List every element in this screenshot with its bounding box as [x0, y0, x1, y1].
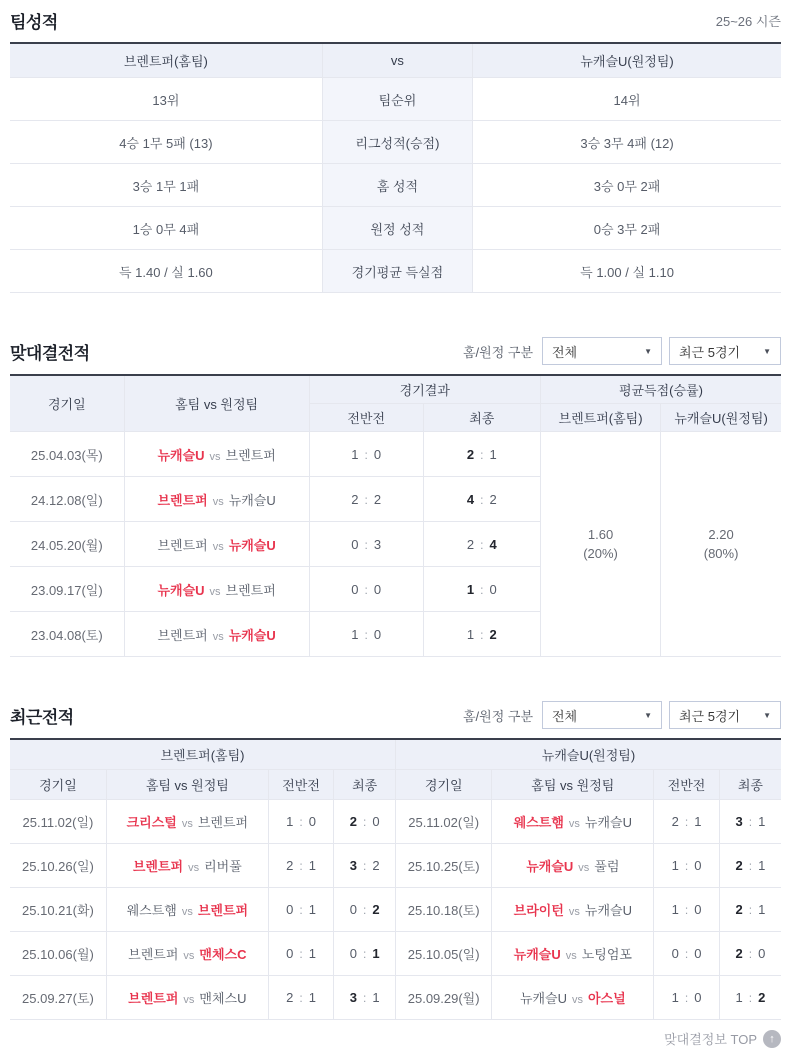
- home-league-record: 4승 1무 5패 (13): [10, 121, 322, 164]
- half-score: 0 : 1: [268, 932, 334, 976]
- away-rank: 14위: [473, 78, 781, 121]
- match-teams: [124, 612, 309, 657]
- stat-row-home: [10, 164, 781, 207]
- final-score: 2 : 1: [719, 888, 781, 932]
- back-to-top-link[interactable]: [10, 1029, 781, 1048]
- away-away-record: 0승 3무 2패: [473, 207, 781, 250]
- home-away-filter-select[interactable]: [542, 337, 662, 365]
- half-score: 1 : 0: [654, 888, 720, 932]
- match-teams: [124, 432, 309, 477]
- home-team-name: 브렌트퍼: [157, 492, 208, 508]
- vs-label: vs: [209, 585, 221, 598]
- match-teams: [492, 888, 654, 932]
- final-score: 3 : 1: [334, 976, 396, 1020]
- away-team-name: 리버풀: [204, 859, 242, 874]
- match-date: 25.10.26(일): [10, 844, 106, 888]
- final-score: 1 : 2: [719, 976, 781, 1020]
- home-team-name: 웨스트햄: [513, 815, 564, 830]
- away-team-name: 브렌트퍼: [197, 903, 249, 918]
- match-date: 23.09.17(일): [10, 567, 124, 612]
- away-team-name: 뉴캐슬U: [584, 903, 632, 918]
- half-score: 1 : 0: [309, 432, 423, 477]
- match-teams: [106, 932, 268, 976]
- arrow-up-icon: ↑: [763, 1030, 781, 1048]
- home-team-name: 크리스털: [126, 815, 177, 830]
- stat-label: 리그성적(승점): [322, 121, 472, 164]
- away-team-name: 맨체스U: [199, 991, 247, 1006]
- recent-row: [10, 800, 781, 844]
- final-score: 4 : 2: [423, 477, 540, 522]
- h2h-row: [10, 432, 781, 477]
- away-team-name: 뉴캐슬U: [228, 492, 276, 508]
- half-score: 1 : 0: [654, 844, 720, 888]
- home-team-name: 뉴캐슬U: [526, 859, 574, 874]
- match-date: 23.04.08(토): [10, 612, 124, 657]
- avg-score-home: 1.60 (20%): [540, 432, 660, 657]
- stat-label: 원정 성적: [322, 207, 472, 250]
- stat-row-league: [10, 121, 781, 164]
- match-date: 24.12.08(일): [10, 477, 124, 522]
- final-score: 2 : 4: [423, 522, 540, 567]
- match-teams: [492, 800, 654, 844]
- final-score: 1 : 0: [423, 567, 540, 612]
- away-goal-avg: 득 1.00 / 실 1.10: [473, 250, 781, 293]
- final-score: 2 : 0: [719, 932, 781, 976]
- col-match: 홈팀 vs 원정팀: [492, 770, 654, 800]
- head-to-head-section: [10, 337, 781, 657]
- away-home-record: 3승 0무 2패: [473, 164, 781, 207]
- home-team-name: 브라이턴: [513, 903, 564, 918]
- away-team-name: 아스널: [588, 991, 626, 1006]
- col-match: 홈팀 vs 원정팀: [106, 770, 268, 800]
- half-score: 2 : 1: [268, 976, 334, 1020]
- half-score: 0 : 0: [309, 567, 423, 612]
- final-score: 1 : 2: [423, 612, 540, 657]
- match-teams: [106, 800, 268, 844]
- vs-label: vs: [572, 994, 583, 1006]
- away-team-name: 맨체스C: [199, 947, 247, 962]
- recent-row: [10, 888, 781, 932]
- vs-label: vs: [188, 862, 200, 874]
- home-away-record: 1승 0무 4패: [10, 207, 322, 250]
- group-header-away: 뉴캐슬U(원정팀): [395, 739, 781, 770]
- recent-results-title: 최근전적: [10, 707, 74, 727]
- vs-label: vs: [578, 862, 590, 874]
- vs-label: vs: [212, 540, 224, 553]
- match-date: 25.09.29(월): [395, 976, 491, 1020]
- recent-results-table: [10, 738, 781, 1020]
- away-team-name: 뉴캐슬U: [584, 815, 632, 830]
- recent-games-filter-select[interactable]: [669, 337, 781, 365]
- half-score: 1 : 0: [654, 976, 720, 1020]
- home-away-filter-select[interactable]: [542, 701, 662, 729]
- match-teams: [124, 477, 309, 522]
- selected-scope: 전체: [552, 344, 578, 360]
- match-teams: [492, 932, 654, 976]
- away-league-record: 3승 3무 4패 (12): [473, 121, 781, 164]
- match-date: 25.11.02(일): [10, 800, 106, 844]
- match-teams: [124, 567, 309, 612]
- selected-range: 최근 5경기: [679, 344, 741, 360]
- vs-label: vs: [209, 450, 221, 463]
- col-match: 홈팀 vs 원정팀: [124, 375, 309, 432]
- filter-label: 홈/원정 구분: [462, 344, 533, 360]
- home-team-name: 브렌트퍼: [157, 627, 208, 643]
- match-date: 25.10.05(일): [395, 932, 491, 976]
- team-stats-title: 팀성적: [10, 13, 58, 32]
- match-date: 25.10.06(월): [10, 932, 106, 976]
- home-team-name: 브렌트퍼: [132, 859, 184, 874]
- half-score: 1 : 0: [309, 612, 423, 657]
- away-team-name: 브렌트퍼: [197, 815, 249, 830]
- away-team-name: 풀럼: [594, 859, 620, 874]
- vs-label: vs: [565, 950, 577, 962]
- vs-label: vs: [212, 630, 224, 643]
- final-score: 0 : 2: [334, 888, 396, 932]
- col-date: 경기일: [10, 375, 124, 432]
- recent-games-filter-select[interactable]: [669, 701, 781, 729]
- home-team-name: 브렌트퍼: [157, 537, 208, 553]
- away-team-name: 노팅엄포: [581, 947, 632, 962]
- head-to-head-filters: [463, 337, 781, 365]
- col-avg-away: 뉴캐슬U(원정팀): [661, 404, 781, 432]
- away-team-header: 뉴캐슬U(원정팀): [473, 43, 781, 78]
- chevron-down-icon: ▼: [644, 710, 652, 720]
- match-date: 25.11.02(일): [395, 800, 491, 844]
- home-team-name: 브렌트퍼: [128, 991, 179, 1006]
- stat-row-goals: [10, 250, 781, 293]
- match-date: 24.05.20(월): [10, 522, 124, 567]
- recent-results-section: [10, 701, 781, 1020]
- col-date: 경기일: [395, 770, 491, 800]
- chevron-down-icon: ▼: [644, 346, 652, 356]
- recent-results-filters: [463, 701, 781, 729]
- team-stats-table: [10, 42, 781, 293]
- home-goal-avg: 득 1.40 / 실 1.60: [10, 250, 322, 293]
- back-to-top-label: 맞대결정보 TOP: [664, 1032, 757, 1047]
- away-team-name: 뉴캐슬U: [228, 537, 276, 553]
- half-score: 2 : 1: [654, 800, 720, 844]
- vs-label: vs: [183, 950, 195, 962]
- match-teams: [492, 976, 654, 1020]
- home-team-name: 뉴캐슬U: [513, 947, 561, 962]
- away-team-name: 브렌트퍼: [225, 447, 276, 463]
- match-teams: [492, 844, 654, 888]
- chevron-down-icon: ▼: [763, 710, 771, 720]
- match-date: 25.10.18(토): [395, 888, 491, 932]
- half-score: 2 : 2: [309, 477, 423, 522]
- col-avg-group: 평균득점(승률): [540, 375, 781, 404]
- col-half: 전반전: [654, 770, 720, 800]
- stat-label: 경기평균 득실점: [322, 250, 472, 293]
- col-final: 최종: [719, 770, 781, 800]
- match-teams: [106, 888, 268, 932]
- home-team-name: 웨스트햄: [126, 903, 177, 918]
- final-score: 2 : 1: [423, 432, 540, 477]
- selected-scope: 전체: [552, 708, 578, 724]
- chevron-down-icon: ▼: [763, 346, 771, 356]
- team-stats-section: [10, 8, 781, 293]
- half-score: 0 : 3: [309, 522, 423, 567]
- home-team-name: 브렌트퍼: [128, 947, 179, 962]
- match-teams: [124, 522, 309, 567]
- selected-range: 최근 5경기: [679, 708, 741, 724]
- head-to-head-title: 맞대결전적: [10, 343, 90, 363]
- group-header-home: 브렌트퍼(홈팀): [10, 739, 395, 770]
- avg-score-away: 2.20 (80%): [661, 432, 781, 657]
- final-score: 0 : 1: [334, 932, 396, 976]
- col-final: 최종: [423, 404, 540, 432]
- recent-row: [10, 976, 781, 1020]
- stat-row-away: [10, 207, 781, 250]
- vs-label: vs: [568, 818, 580, 830]
- col-avg-home: 브렌트퍼(홈팀): [540, 404, 660, 432]
- match-date: 25.10.21(화): [10, 888, 106, 932]
- vs-label: vs: [568, 906, 580, 918]
- recent-row: [10, 844, 781, 888]
- final-score: 3 : 1: [719, 800, 781, 844]
- stat-label: 홈 성적: [322, 164, 472, 207]
- col-final: 최종: [334, 770, 396, 800]
- match-teams: [106, 844, 268, 888]
- final-score: 3 : 2: [334, 844, 396, 888]
- match-date: 25.09.27(토): [10, 976, 106, 1020]
- home-rank: 13위: [10, 78, 322, 121]
- half-score: 2 : 1: [268, 844, 334, 888]
- filter-label: 홈/원정 구분: [462, 708, 533, 724]
- col-half: 전반전: [309, 404, 423, 432]
- home-team-name: 뉴캐슬U: [157, 582, 205, 598]
- match-date: 25.04.03(목): [10, 432, 124, 477]
- half-score: 0 : 0: [654, 932, 720, 976]
- vs-header: vs: [322, 43, 472, 78]
- recent-row: [10, 932, 781, 976]
- head-to-head-table: [10, 374, 781, 657]
- final-score: 2 : 0: [334, 800, 396, 844]
- vs-label: vs: [183, 994, 195, 1006]
- half-score: 1 : 0: [268, 800, 334, 844]
- home-team-header: 브렌트퍼(홈팀): [10, 43, 322, 78]
- away-team-name: 브렌트퍼: [225, 582, 276, 598]
- col-half: 전반전: [268, 770, 334, 800]
- match-date: 25.10.25(토): [395, 844, 491, 888]
- half-score: 0 : 1: [268, 888, 334, 932]
- away-team-name: 뉴캐슬U: [228, 627, 276, 643]
- vs-label: vs: [181, 818, 193, 830]
- home-team-name: 뉴캐슬U: [157, 447, 205, 463]
- vs-label: vs: [181, 906, 193, 918]
- final-score: 2 : 1: [719, 844, 781, 888]
- col-date: 경기일: [10, 770, 106, 800]
- home-home-record: 3승 1무 1패: [10, 164, 322, 207]
- stat-row-rank: [10, 78, 781, 121]
- season-label: 25~26 시즌: [715, 14, 781, 29]
- stat-label: 팀순위: [322, 78, 472, 121]
- home-team-name: 뉴캐슬U: [519, 991, 567, 1006]
- col-result-group: 경기결과: [309, 375, 540, 404]
- match-teams: [106, 976, 268, 1020]
- vs-label: vs: [212, 495, 224, 508]
